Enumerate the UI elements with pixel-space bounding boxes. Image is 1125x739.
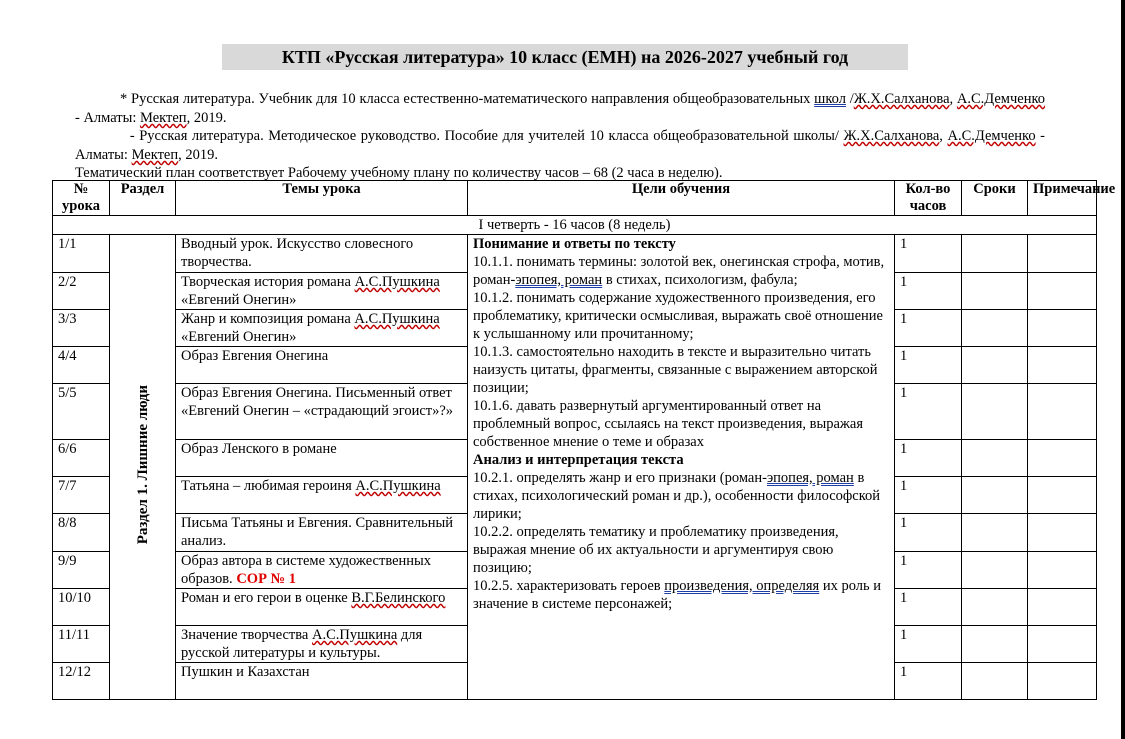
lesson-topic: Вводный урок. Искусство словесного творчества. <box>176 235 468 273</box>
lesson-note <box>1028 235 1097 273</box>
learning-goals-cell: Понимание и ответы по тексту 10.1.1. понимать термины: золотой век, онегинская строфа, мотив, роман-эпопея, роман в стихах, психологизм, фабула; 10.1.2. понимать содержание художественного произведения, его проблематику, критически осмысливая, выражать своё отношение к услышанному или прочитанному; 10.1.3. самостоятельно находить в тексте и выразительно читать наизусть цитаты, фрагменты, связанные с выражением авторской позиции; 10.1.6. давать развернутый аргументированный ответ на проблемный вопрос, ссылаясь на текст произведения, выражая собственное мнение о теме и образах Анализ и интерпретация текста 10.2.1. определять жанр и его признаки (роман-эпопея, роман в стихах, психологический роман и др.), особенности философской лирики; 10.2.2. определять тематику и проблематику произведения, выражая мнение об их актуальности и аргументируя свою позицию; 10.2.5. характеризовать героев произведения, определяя их роль и значение в системе персонажей; <box>468 235 895 700</box>
lesson-topic: Творческая история романа А.С.Пушкина «Евгений Онегин» <box>176 273 468 310</box>
lesson-dates <box>962 235 1028 273</box>
lesson-note <box>1028 310 1097 347</box>
lesson-hours: 1 <box>895 347 962 384</box>
lesson-note <box>1028 347 1097 384</box>
lesson-hours: 1 <box>895 384 962 440</box>
header-hours: Кол-во часов <box>895 181 962 216</box>
sor-label: СОР № 1 <box>236 571 296 587</box>
lesson-hours: 1 <box>895 310 962 347</box>
lesson-hours: 1 <box>895 663 962 700</box>
lesson-note <box>1028 440 1097 477</box>
lesson-dates <box>962 663 1028 700</box>
hours-note: Тематический план соответствует Рабочему учебному плану по количеству часов – 68 (2 часа в неделю). <box>75 165 723 181</box>
lesson-hours: 1 <box>895 273 962 310</box>
lesson-note <box>1028 384 1097 440</box>
lesson-topic: Пушкин и Казахстан <box>176 663 468 700</box>
reference-textbook: * Русская литература. Учебник для 10 класса естественно-математического направления общеобразовательных школ /Ж.Х.Салханова, А.С.Демченко - Алматы: Мектеп, 2019. <box>75 91 1046 126</box>
lesson-note <box>1028 552 1097 589</box>
lesson-topic: Значение творчества А.С.Пушкина для русской литературы и культуры. <box>176 626 468 663</box>
header-topic: Темы урока <box>176 181 468 216</box>
lesson-note <box>1028 663 1097 700</box>
lesson-topic: Образ Евгения Онегина <box>176 347 468 384</box>
lesson-number: 10/10 <box>53 589 110 626</box>
lesson-number: 6/6 <box>53 440 110 477</box>
lesson-dates <box>962 626 1028 663</box>
lesson-hours: 1 <box>895 552 962 589</box>
quarter-row <box>53 216 1097 235</box>
lesson-topic: Жанр и композиция романа А.С.Пушкина «Евгений Онегин» <box>176 310 468 347</box>
lesson-note <box>1028 514 1097 552</box>
lesson-topic: Роман и его герои в оценке В.Г.Белинского <box>176 589 468 626</box>
section-cell <box>110 235 176 700</box>
lesson-number: 5/5 <box>53 384 110 440</box>
header-lesson-number: № урока <box>53 181 110 216</box>
lesson-dates <box>962 440 1028 477</box>
lesson-note <box>1028 273 1097 310</box>
lesson-dates <box>962 384 1028 440</box>
goals-heading-understanding: Понимание и ответы по тексту <box>473 236 676 252</box>
page-edge-bar <box>1121 0 1125 739</box>
header-section: Раздел <box>110 181 176 216</box>
lesson-hours: 1 <box>895 235 962 273</box>
lesson-number: 12/12 <box>53 663 110 700</box>
lesson-number: 9/9 <box>53 552 110 589</box>
lesson-dates <box>962 310 1028 347</box>
lesson-note <box>1028 626 1097 663</box>
lesson-dates <box>962 589 1028 626</box>
reference-methodology: - Русская литература. Методическое руководство. Пособие для учителей 10 класса общеобразовательной школы/ Ж.Х.Салханова, А.С.Демченко - Алматы: Мектеп, 2019. <box>75 128 1046 163</box>
lesson-dates <box>962 477 1028 514</box>
lesson-hours: 1 <box>895 589 962 626</box>
lesson-note <box>1028 477 1097 514</box>
lesson-note <box>1028 589 1097 626</box>
quarter-label: I четверть - 16 часов (8 недель) <box>53 216 1097 235</box>
lesson-topic: Образ автора в системе художественных образов. СОР № 1 <box>176 552 468 589</box>
lesson-dates <box>962 273 1028 310</box>
section-label: Раздел 1. Лишние люди <box>134 384 151 545</box>
lesson-dates <box>962 552 1028 589</box>
lesson-number: 1/1 <box>53 235 110 273</box>
lesson-number: 7/7 <box>53 477 110 514</box>
lesson-number: 2/2 <box>53 273 110 310</box>
lesson-number: 3/3 <box>53 310 110 347</box>
lesson-plan-table <box>52 180 1116 700</box>
lesson-dates <box>962 347 1028 384</box>
lesson-topic: Письма Татьяны и Евгения. Сравнительный анализ. <box>176 514 468 552</box>
lesson-number: 4/4 <box>53 347 110 384</box>
header-note: Примечание <box>1028 181 1097 216</box>
header-dates: Сроки <box>962 181 1028 216</box>
header-goals: Цели обучения <box>468 181 895 216</box>
lesson-topic: Образ Евгения Онегина. Письменный ответ «Евгений Онегин – «страдающий эгоист»?» <box>176 384 468 440</box>
table-row <box>53 235 1097 273</box>
goals-heading-analysis: Анализ и интерпретация текста <box>473 452 684 468</box>
header-row <box>53 181 1097 216</box>
lesson-hours: 1 <box>895 477 962 514</box>
lesson-hours: 1 <box>895 440 962 477</box>
lesson-number: 11/11 <box>53 626 110 663</box>
lesson-topic: Татьяна – любимая героиня А.С.Пушкина <box>176 477 468 514</box>
lesson-dates <box>962 514 1028 552</box>
lesson-hours: 1 <box>895 514 962 552</box>
document-title: КТП «Русская литература» 10 класс (ЕМН) на 2026-2027 учебный год <box>222 44 908 70</box>
lesson-hours: 1 <box>895 626 962 663</box>
lesson-number: 8/8 <box>53 514 110 552</box>
lesson-topic: Образ Ленского в романе <box>176 440 468 477</box>
